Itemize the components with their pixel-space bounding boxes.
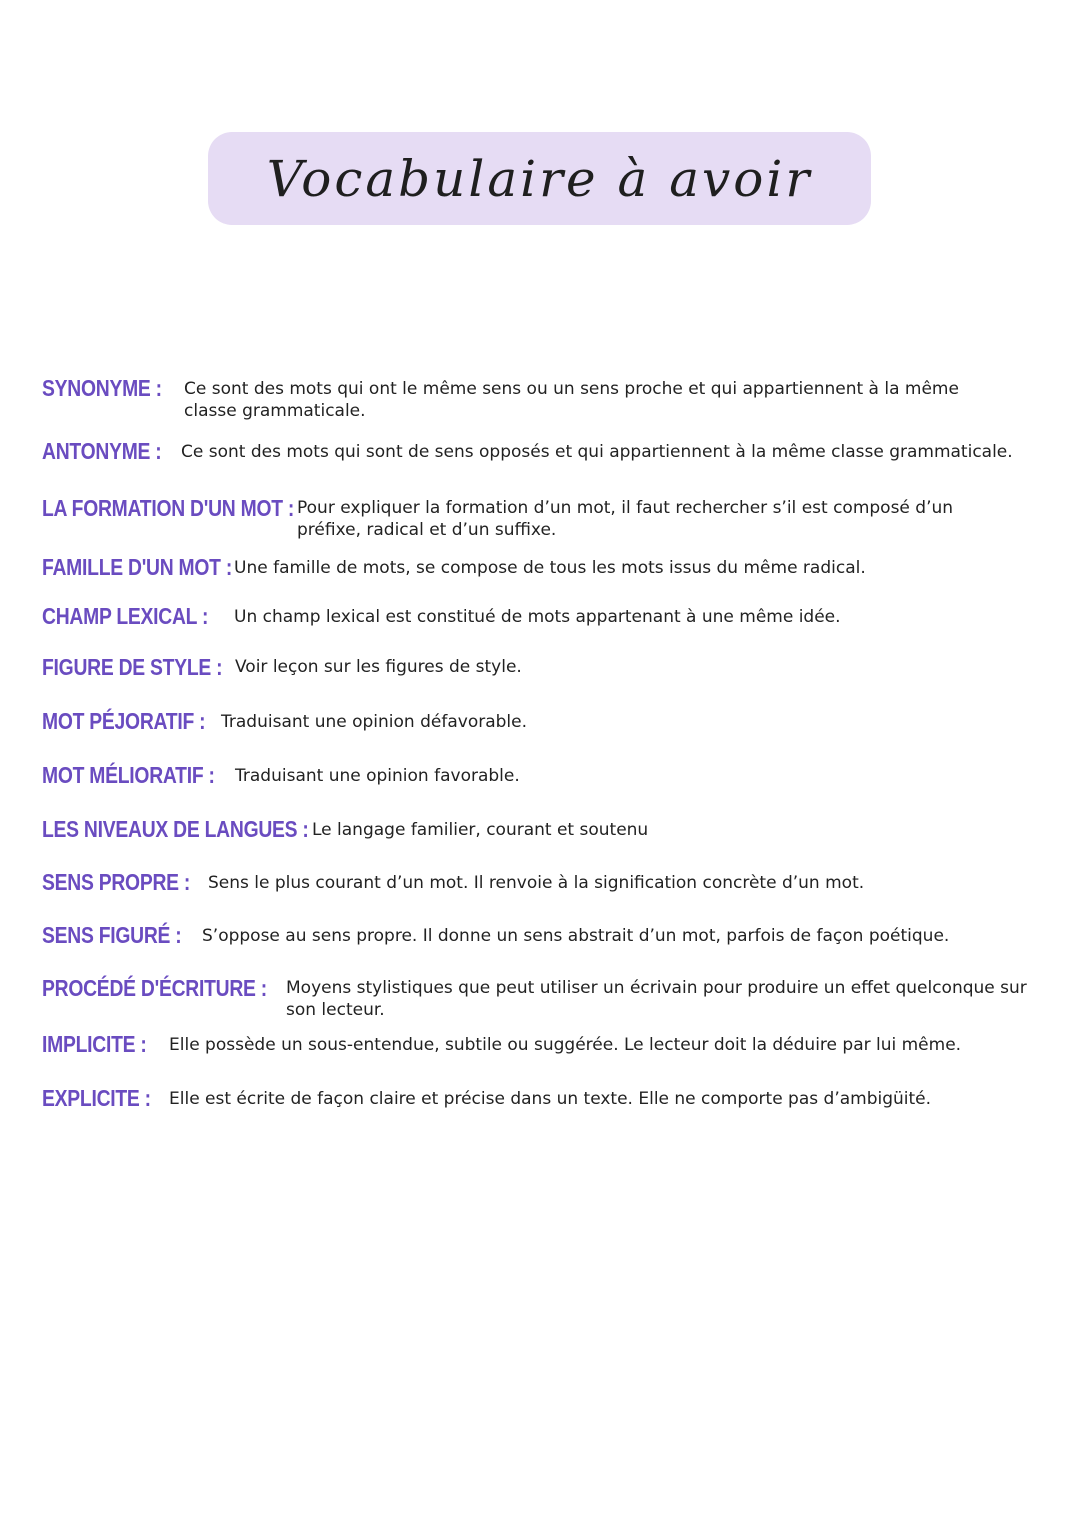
vocab-definition: S’oppose au sens propre. Il donne un sens abstrait d’un mot, parfois de façon poétique.	[202, 926, 950, 946]
vocab-term: LES NIVEAUX DE LANGUES :	[42, 816, 309, 842]
vocab-term: LA FORMATION D'UN MOT :	[42, 495, 295, 521]
vocab-term: ANTONYME :	[42, 438, 162, 464]
vocab-term: CHAMP LEXICAL :	[42, 603, 209, 629]
page-title: Vocabulaire à avoir	[266, 149, 813, 208]
vocab-definition: Voir leçon sur les figures de style.	[235, 657, 522, 677]
vocab-definition: Traduisant une opinion favorable.	[235, 766, 520, 786]
vocab-definition: Sens le plus courant d’un mot. Il renvoie à la signification concrète d’un mot.	[208, 873, 865, 893]
vocab-definition: Ce sont des mots qui sont de sens opposés et qui appartiennent à la même classe grammaticale.	[181, 442, 1013, 462]
vocab-term: MOT PÉJORATIF :	[42, 708, 206, 734]
vocab-term: IMPLICITE :	[42, 1031, 147, 1057]
vocab-term: EXPLICITE :	[42, 1085, 151, 1111]
vocab-definition: Traduisant une opinion défavorable.	[221, 712, 527, 732]
vocab-term: FIGURE DE STYLE :	[42, 654, 223, 680]
vocab-term: MOT MÉLIORATIF :	[42, 762, 215, 788]
vocab-definition: Elle est écrite de façon claire et précise dans un texte. Elle ne comporte pas d’ambigüité.	[169, 1089, 932, 1109]
vocab-definition: Moyens stylistiques que peut utiliser un écrivain pour produire un effet quelconque sur son lecteur.	[286, 978, 1027, 1020]
vocab-term: FAMILLE D'UN MOT :	[42, 554, 233, 580]
title-banner	[208, 132, 871, 225]
vocab-term: SENS FIGURÉ :	[42, 922, 182, 948]
vocab-definition: Une famille de mots, se compose de tous les mots issus du même radical.	[234, 558, 866, 578]
vocab-definition: Le langage familier, courant et soutenu	[312, 820, 649, 840]
vocab-definition: Pour expliquer la formation d’un mot, il faut rechercher s’il est composé d’un préfixe, radical et d’un suffixe.	[297, 498, 954, 540]
vocab-definition: Un champ lexical est constitué de mots appartenant à une même idée.	[234, 607, 841, 627]
vocab-term: SYNONYME :	[42, 375, 162, 401]
vocab-definition: Elle possède un sous-entendue, subtile ou suggérée. Le lecteur doit la déduire par lui même.	[169, 1035, 962, 1055]
vocab-definition: Ce sont des mots qui ont le même sens ou un sens proche et qui appartiennent à la même classe grammaticale.	[184, 379, 959, 421]
vocab-term: SENS PROPRE :	[42, 869, 191, 895]
vocab-term: PROCÉDÉ D'ÉCRITURE :	[42, 975, 267, 1001]
